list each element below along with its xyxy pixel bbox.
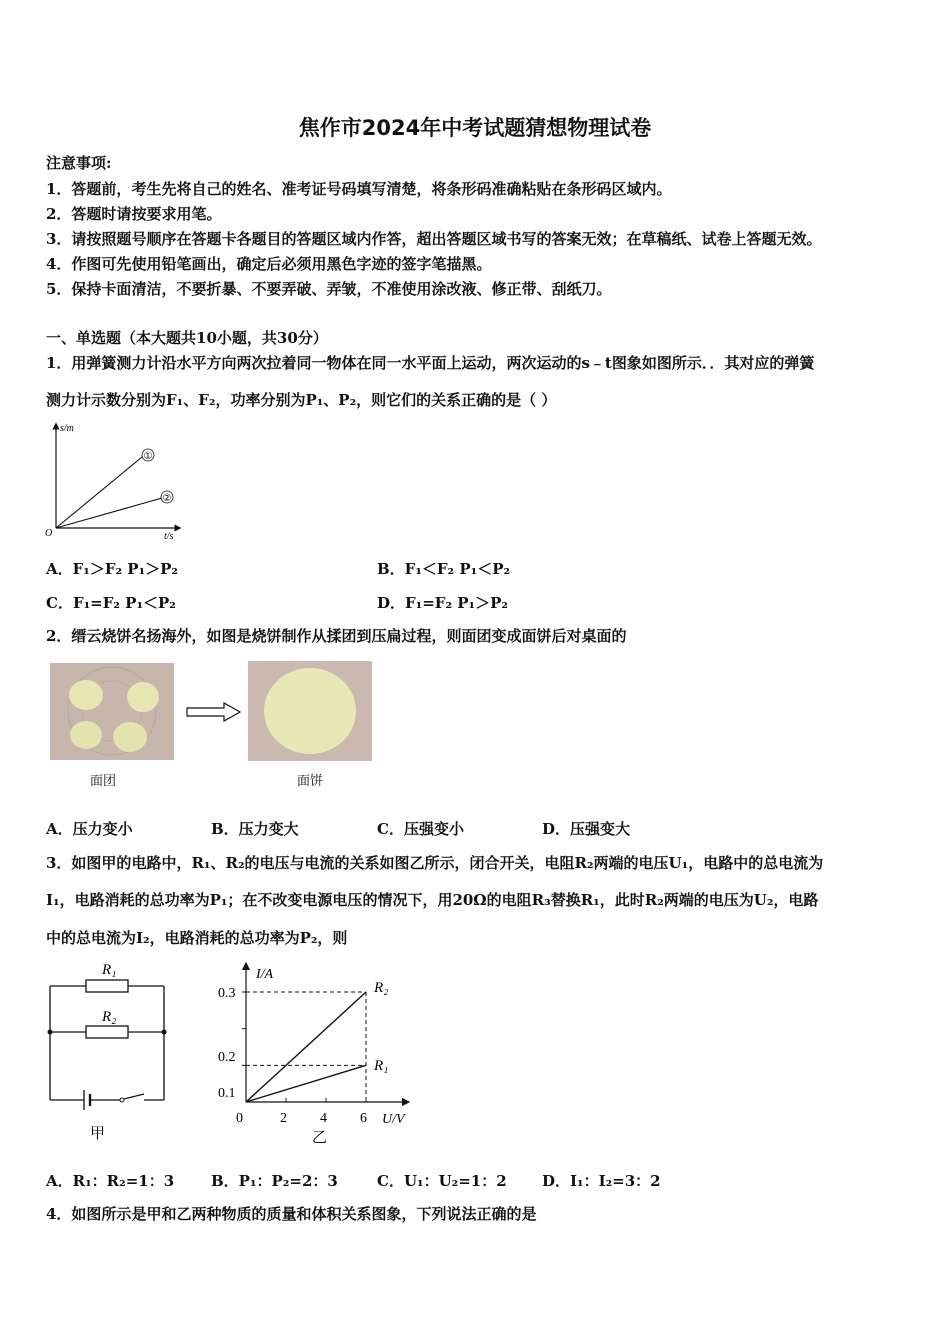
option-d[interactable]: D．I₁：I₂=3：2 (542, 1172, 661, 1190)
option-b[interactable]: B．P₁：P₂=2：3 (211, 1172, 338, 1190)
series-label-r2: R₂ (374, 980, 389, 996)
r1-label: R₁ (102, 962, 117, 978)
x-tick-label: 6 (360, 1111, 367, 1126)
notice-heading: 注意事项: (46, 154, 112, 172)
question-1-text: 1．用弹簧测力计沿水平方向两次拉着同一物体在同一水平面上运动，两次运动的s﹣t图象如图所示．．其对应的弹簧 (46, 354, 815, 372)
series-line (246, 1065, 366, 1102)
notice-item: 5．保持卡面清洁，不要折暴、不要弄破、弄皱，不准使用涂改液、修正带、刮纸刀。 (46, 280, 612, 298)
option-a[interactable]: A．F₁＞F₂ P₁＞P₂ (46, 560, 178, 578)
resistor-r2 (86, 1026, 128, 1038)
x-tick-label: 2 (280, 1111, 287, 1126)
series-line (246, 992, 366, 1102)
dough-balls-photo (50, 663, 174, 760)
line-2-label: ② (162, 493, 172, 504)
x-axis-label: t/s (164, 531, 174, 540)
dough-ball (113, 722, 147, 752)
notice-item: 2．答题时请按要求用笔。 (46, 205, 222, 223)
x-tick-label: 4 (320, 1111, 327, 1126)
question-3-text: 中的总电流为I₂，电路消耗的总功率为P₂，则 (46, 929, 348, 947)
flat-dough-photo (248, 661, 372, 761)
series-label-r1: R₁ (374, 1058, 389, 1074)
x-axis-label: U/V (382, 1112, 405, 1127)
origin-label: O (45, 528, 53, 539)
y-axis-label: s/m (60, 423, 74, 434)
notice-item: 4．作图可先使用铅笔画出，确定后必须用黑色字迹的签字笔描黑。 (46, 255, 492, 273)
option-c[interactable]: C．U₁：U₂=1：2 (377, 1172, 507, 1190)
line-1 (56, 457, 142, 528)
question-1-text: 测力计示数分别为F₁、F₂，功率分别为P₁、P₂，则它们的关系正确的是（ ） (46, 391, 557, 409)
q1-st-graph (44, 420, 184, 540)
caption-dough: 面团 (90, 774, 117, 789)
notice-item: 1．答题前，考生先将自己的姓名、准考证号码填写清楚，将条形码准确粘贴在条形码区域内。 (46, 180, 672, 198)
circuit-caption: 甲 (90, 1126, 106, 1142)
option-b[interactable]: B．压力变大 (211, 820, 299, 838)
dough-ball (69, 680, 103, 710)
question-4-text: 4．如图所示是甲和乙两种物质的质量和体积关系图象，下列说法正确的是 (46, 1205, 537, 1223)
section-heading: 一、单选题（本大题共10小题，共30分） (46, 329, 328, 347)
y-tick-label: 0.1 (218, 1086, 236, 1101)
question-3-text: I₁，电路消耗的总功率为P₁；在不改变电源电压的情况下，用20Ω的电阻R₃替换R₁，此时R₂两端的电压为U₂，电路 (46, 891, 819, 909)
y-tick-label: 0.2 (218, 1050, 236, 1065)
notice-item: 3．请按照题号顺序在答题卡各题目的答题区域内作答，超出答题区域书写的答案无效；在草稿纸、试卷上答题无效。 (46, 230, 822, 248)
option-c[interactable]: C．F₁=F₂ P₁＜P₂ (46, 594, 176, 612)
line-1-label: ① (143, 451, 153, 462)
caption-cake: 面饼 (297, 774, 324, 789)
switch (124, 1094, 144, 1099)
question-2-text: 2．缙云烧饼名扬海外，如图是烧饼制作从揉团到压扁过程，则面团变成面饼后对桌面的 (46, 627, 627, 645)
page-title: 焦作市2024年中考试题猜想物理试卷 (298, 116, 652, 140)
option-b[interactable]: B．F₁＜F₂ P₁＜P₂ (377, 560, 511, 578)
resistor-r1 (86, 980, 128, 992)
dough-ball (70, 721, 102, 749)
option-d[interactable]: D．压强变大 (542, 820, 631, 838)
y-axis-label: I/A (256, 967, 274, 982)
iu-graph (210, 960, 420, 1145)
arrow-icon (186, 702, 242, 722)
r2-label: R₂ (102, 1009, 117, 1025)
y-tick-label: 0.3 (218, 986, 236, 1001)
dough-cake (264, 668, 356, 754)
line-2 (56, 498, 162, 528)
option-a[interactable]: A．压力变小 (46, 820, 133, 838)
graph-caption: 乙 (312, 1130, 328, 1145)
option-d[interactable]: D．F₁=F₂ P₁＞P₂ (377, 594, 508, 612)
option-c[interactable]: C．压强变小 (377, 820, 464, 838)
option-a[interactable]: A．R₁：R₂=1：3 (46, 1172, 175, 1190)
dough-ball (127, 682, 159, 712)
circuit-diagram (40, 958, 180, 1148)
x-tick-label: 0 (236, 1111, 243, 1126)
question-3-text: 3．如图甲的电路中，R₁、R₂的电压与电流的关系如图乙所示，闭合开关，电阻R₂两端的电压U₁，电路中的总电流为 (46, 854, 824, 872)
